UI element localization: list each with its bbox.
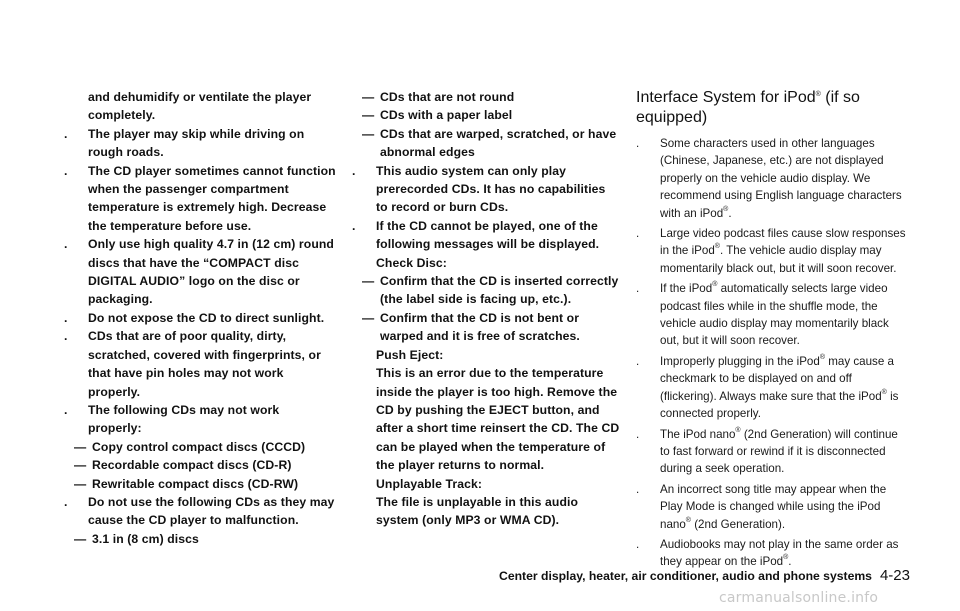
- dash-item: — 3.1 in (8 cm) discs: [74, 531, 199, 546]
- bullet-mark: .: [64, 402, 68, 417]
- list-item: . The iPod nano® (2nd Generation) will continue to fast forward or rewind if it is disconnected during a seek operation.: [636, 426, 898, 476]
- list-item: . If the iPod® automatically selects large video podcast files while in the shuffle mode, the vehicle audio display may momentarily black out, but it will soon recover.: [636, 281, 889, 348]
- page-number: 4-23: [879, 567, 910, 584]
- list-item: . CDs that are of poor quality, dirty, scratched, covered with fingerprints, or that have pin holes may not work properly.: [64, 329, 321, 399]
- bullet-mark: .: [636, 137, 640, 150]
- bullet-mark: .: [352, 163, 356, 178]
- bullet-mark: .: [636, 354, 640, 368]
- footer-section-title: Center display, heater, air conditioner, audio and phone systems: [499, 569, 872, 583]
- list-item: . If the CD cannot be played, one of the following messages will be displayed.: [352, 218, 600, 252]
- bullet-mark: .: [64, 310, 68, 325]
- bullet-mark: .: [636, 427, 640, 441]
- bullet-mark: .: [64, 126, 68, 141]
- bullet-mark: .: [636, 537, 640, 551]
- dash-item: — Confirm that the CD is not bent or warped and it is free of scratches.: [362, 310, 580, 344]
- list-item: . This audio system can only play prerecorded CDs. It has no capabilities to record or burn CDs.: [352, 163, 606, 215]
- unplayable-label: Unplayable Track:: [376, 476, 483, 491]
- bullet-mark: .: [636, 282, 640, 296]
- list-item: . Only use high quality 4.7 in (12 cm) round discs that have the “COMPACT disc DIGITAL AUDIO” logo on the disc or packaging.: [64, 237, 334, 307]
- dash-item: — Recordable compact discs (CD-R): [74, 458, 292, 473]
- list-item: . An incorrect song title may appear when the Play Mode is changed while using the iPod nano® (2nd Generation).: [636, 482, 887, 531]
- continued-text: and dehumidify or ventilate the player completely.: [88, 90, 312, 123]
- dash-item: — CDs that are not round: [362, 90, 515, 104]
- dash-item: — Confirm that the CD is inserted correctly (the label side is facing up, etc.).: [362, 274, 619, 307]
- list-item: . The CD player sometimes cannot function when the passenger compartment temperature is extremely high. Decrease the temperature before use.: [64, 163, 336, 233]
- dash-item: — CDs that are warped, scratched, or have abnormal edges: [362, 126, 617, 160]
- bullet-mark: .: [64, 329, 68, 344]
- page-footer: [470, 567, 910, 584]
- push-eject-text: This is an error due to the temperature inside the player is too high. Remove the CD by pushing the EJECT button, and after a short time reinsert the CD. The CD can be played when the temperature of the player returns to normal.: [376, 366, 620, 473]
- dash-item: — CDs with a paper label: [362, 108, 513, 123]
- bullet-mark: .: [64, 163, 68, 178]
- list-item: . Do not expose the CD to direct sunlight.: [64, 309, 336, 327]
- bullet-mark: .: [64, 494, 68, 509]
- list-item: . Audiobooks may not play in the same order as they appear on the iPod®.: [636, 537, 899, 569]
- dash-item: — Rewritable compact discs (CD-RW): [74, 476, 299, 491]
- bullet-mark: .: [636, 227, 640, 241]
- list-item: . Do not use the following CDs as they may cause the CD player to malfunction.: [64, 494, 335, 528]
- push-eject-label: Push Eject:: [376, 347, 444, 362]
- bullet-mark: .: [64, 237, 68, 252]
- column-2: [352, 88, 620, 530]
- unplayable-text: The file is unplayable in this audio system (only MP3 or WMA CD).: [376, 494, 579, 528]
- list-item: . The following CDs may not work properly:: [64, 402, 280, 436]
- dash-item: — Copy control compact discs (CCCD): [74, 439, 306, 454]
- list-item: . Improperly plugging in the iPod® may cause a checkmark to be displayed on and off (flickering). Always make sure that the iPod® is connected properly.: [636, 353, 899, 421]
- check-disc-label: Check Disc:: [376, 255, 447, 270]
- column-1: [64, 88, 336, 548]
- list-item: . The player may skip while driving on rough roads.: [64, 126, 305, 160]
- column-3: [636, 88, 908, 574]
- bullet-mark: .: [636, 482, 640, 496]
- bullet-mark: .: [352, 218, 356, 233]
- list-item: . Large video podcast files cause slow responses in the iPod®. The vehicle audio display may momentarily black out, but it will soon recover.: [636, 227, 906, 275]
- list-item: . Some characters used in other languages (Chinese, Japanese, etc.) are not displayed properly on the vehicle audio display. We recommend using English language characters with an iPod®.: [636, 137, 902, 220]
- watermark: carmanualsonline.info: [719, 590, 879, 606]
- section-heading: Interface System for iPod® (if so equipped): [636, 89, 860, 126]
